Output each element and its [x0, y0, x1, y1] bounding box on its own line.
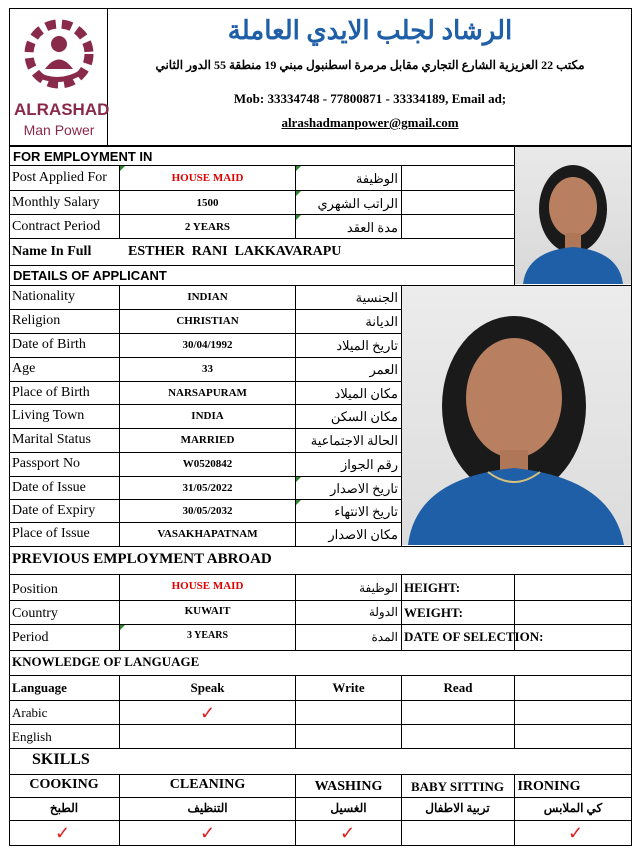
marital-status-label-ar: الحالة الاجتماعية: [310, 433, 398, 448]
religion-label-ar: الديانة: [365, 314, 398, 329]
nationality-label: Nationality: [12, 289, 75, 304]
previous-position-label: Position: [12, 582, 58, 597]
contract-period-value: 2 YEARS: [184, 221, 231, 233]
previous-country-label: Country: [12, 606, 58, 621]
date-of-issue-label: Date of Issue: [12, 480, 86, 495]
living-town-label-ar: مكان السكن: [330, 409, 398, 424]
name-in-full-label: Name In Full: [12, 244, 92, 259]
applicant-photo-large: [402, 286, 631, 545]
skill-washing-check-icon: ✓: [340, 823, 356, 843]
date-of-issue-label-ar: تاريخ الاصدار: [330, 481, 398, 496]
place-of-birth-value: NARSAPURAM: [168, 387, 247, 399]
previous-period-label: Period: [12, 630, 49, 645]
section-applicant-title: DETAILS OF APPLICANT: [13, 268, 167, 283]
date-of-issue-value: 31/05/2022: [182, 482, 233, 494]
monthly-salary-value: 1500: [196, 197, 219, 209]
skill-cooking-label-ar: الطبخ: [49, 801, 79, 815]
nationality-value: INDIAN: [187, 291, 228, 303]
speak-col-header: Speak: [190, 680, 225, 695]
place-of-issue-label: Place of Issue: [12, 526, 90, 541]
marital-status-label: Marital Status: [12, 432, 91, 447]
name-in-full-value: ESTHER RANI LAKKAVARAPU: [128, 244, 342, 259]
previous-position-label-ar: الوظيفة: [359, 581, 398, 595]
company-email[interactable]: alrashadmanpower@gmail.com: [281, 115, 459, 130]
passport-no-value: W0520842: [182, 458, 233, 470]
language-col-header: Language: [12, 680, 67, 695]
previous-country-value: KUWAIT: [184, 605, 231, 617]
age-label: Age: [12, 361, 36, 376]
contract-period-label-ar: مدة العقد: [346, 220, 398, 235]
skill-ironing-label: IRONING: [517, 779, 581, 794]
company-address-ar: مكتب 22 العزيزية الشارع التجاري مقابل مرمرة اسطنبول مبني 19 منطقة 55 الدور الثاني: [155, 58, 585, 72]
skill-washing-label-ar: الغسيل: [330, 801, 367, 815]
date-of-selection-label: DATE OF SELECTION:: [404, 629, 544, 644]
skill-cleaning-check-icon: ✓: [200, 823, 216, 843]
language-row-arabic: Arabic: [12, 705, 48, 720]
skill-ironing-label-ar: كي الملابس: [543, 801, 603, 815]
passport-no-label: Passport No: [12, 456, 81, 471]
skill-cooking-label: COOKING: [29, 777, 99, 792]
logo-text: ALRASHAD: [14, 100, 110, 119]
height-label: HEIGHT:: [404, 580, 461, 595]
date-of-birth-label: Date of Birth: [12, 337, 86, 352]
religion-label: Religion: [12, 313, 61, 328]
nationality-label-ar: الجنسية: [355, 290, 398, 305]
applicant-photo-small: [515, 147, 631, 284]
date-of-birth-label-ar: تاريخ الميلاد: [336, 338, 398, 353]
age-value: 33: [202, 363, 213, 375]
post-applied-label-ar: الوظيفة: [355, 171, 398, 186]
skill-cleaning-label: CLEANING: [169, 777, 246, 792]
date-of-expiry-label: Date of Expiry: [12, 503, 96, 518]
place-of-birth-label: Place of Birth: [12, 385, 90, 400]
company-title-ar: الرشاد لجلب الايدي العاملة: [227, 16, 513, 45]
date-of-expiry-value: 30/05/2032: [182, 505, 233, 517]
previous-period-label-ar: المدة: [371, 630, 398, 644]
passport-no-label-ar: رقم الجواز: [341, 457, 398, 472]
skill-babysitting-label-ar: تربية الاطفال: [425, 801, 490, 815]
date-of-expiry-label-ar: تاريخ الانتهاء: [334, 504, 398, 519]
skill-cooking-check-icon: ✓: [55, 823, 71, 843]
skill-babysitting-label: BABY SITTING: [410, 779, 505, 794]
gear-person-icon: [14, 14, 104, 94]
previous-position-value: HOUSE MAID: [171, 580, 244, 592]
weight-label: WEIGHT:: [404, 605, 463, 620]
skill-ironing-check-icon: ✓: [568, 823, 584, 843]
contract-period-label: Contract Period: [12, 219, 101, 234]
monthly-salary-label: Monthly Salary: [12, 195, 100, 210]
skill-washing-label: WASHING: [314, 779, 383, 794]
language-row-english: English: [12, 729, 52, 744]
marital-status-value: MARRIED: [180, 434, 235, 446]
previous-period-value: 3 YEARS: [186, 630, 229, 641]
logo-subtext: Man Power: [23, 122, 95, 138]
post-applied-label: Post Applied For: [12, 170, 107, 185]
living-town-value: INDIA: [191, 410, 224, 422]
age-label-ar: العمر: [369, 362, 398, 377]
previous-country-label-ar: الدولة: [368, 605, 398, 619]
date-of-birth-value: 30/04/1992: [182, 339, 233, 351]
religion-value: CHRISTIAN: [176, 315, 239, 327]
section-previous-title: PREVIOUS EMPLOYMENT ABROAD: [12, 551, 272, 567]
write-col-header: Write: [332, 680, 365, 695]
arabic-speak-check-icon: ✓: [200, 703, 216, 723]
monthly-salary-label-ar: الراتب الشهري: [317, 196, 398, 211]
company-logo: [14, 14, 110, 142]
place-of-birth-label-ar: مكان الميلاد: [334, 386, 398, 401]
place-of-issue-value: VASAKHAPATNAM: [157, 528, 258, 540]
skill-cleaning-label-ar: التنظيف: [187, 801, 228, 815]
company-mobile: Mob: 33334748 - 77800871 - 33334189, Email ad;: [233, 91, 507, 106]
read-col-header: Read: [443, 680, 473, 695]
section-skills-title: SKILLS: [32, 751, 90, 768]
place-of-issue-label-ar: مكان الاصدار: [328, 527, 398, 542]
section-language-title: KNOWLEDGE OF LANGUAGE: [12, 654, 200, 669]
living-town-label: Living Town: [12, 408, 85, 423]
post-applied-value: HOUSE MAID: [171, 172, 244, 184]
section-employment-title: FOR EMPLOYMENT IN: [13, 149, 153, 164]
